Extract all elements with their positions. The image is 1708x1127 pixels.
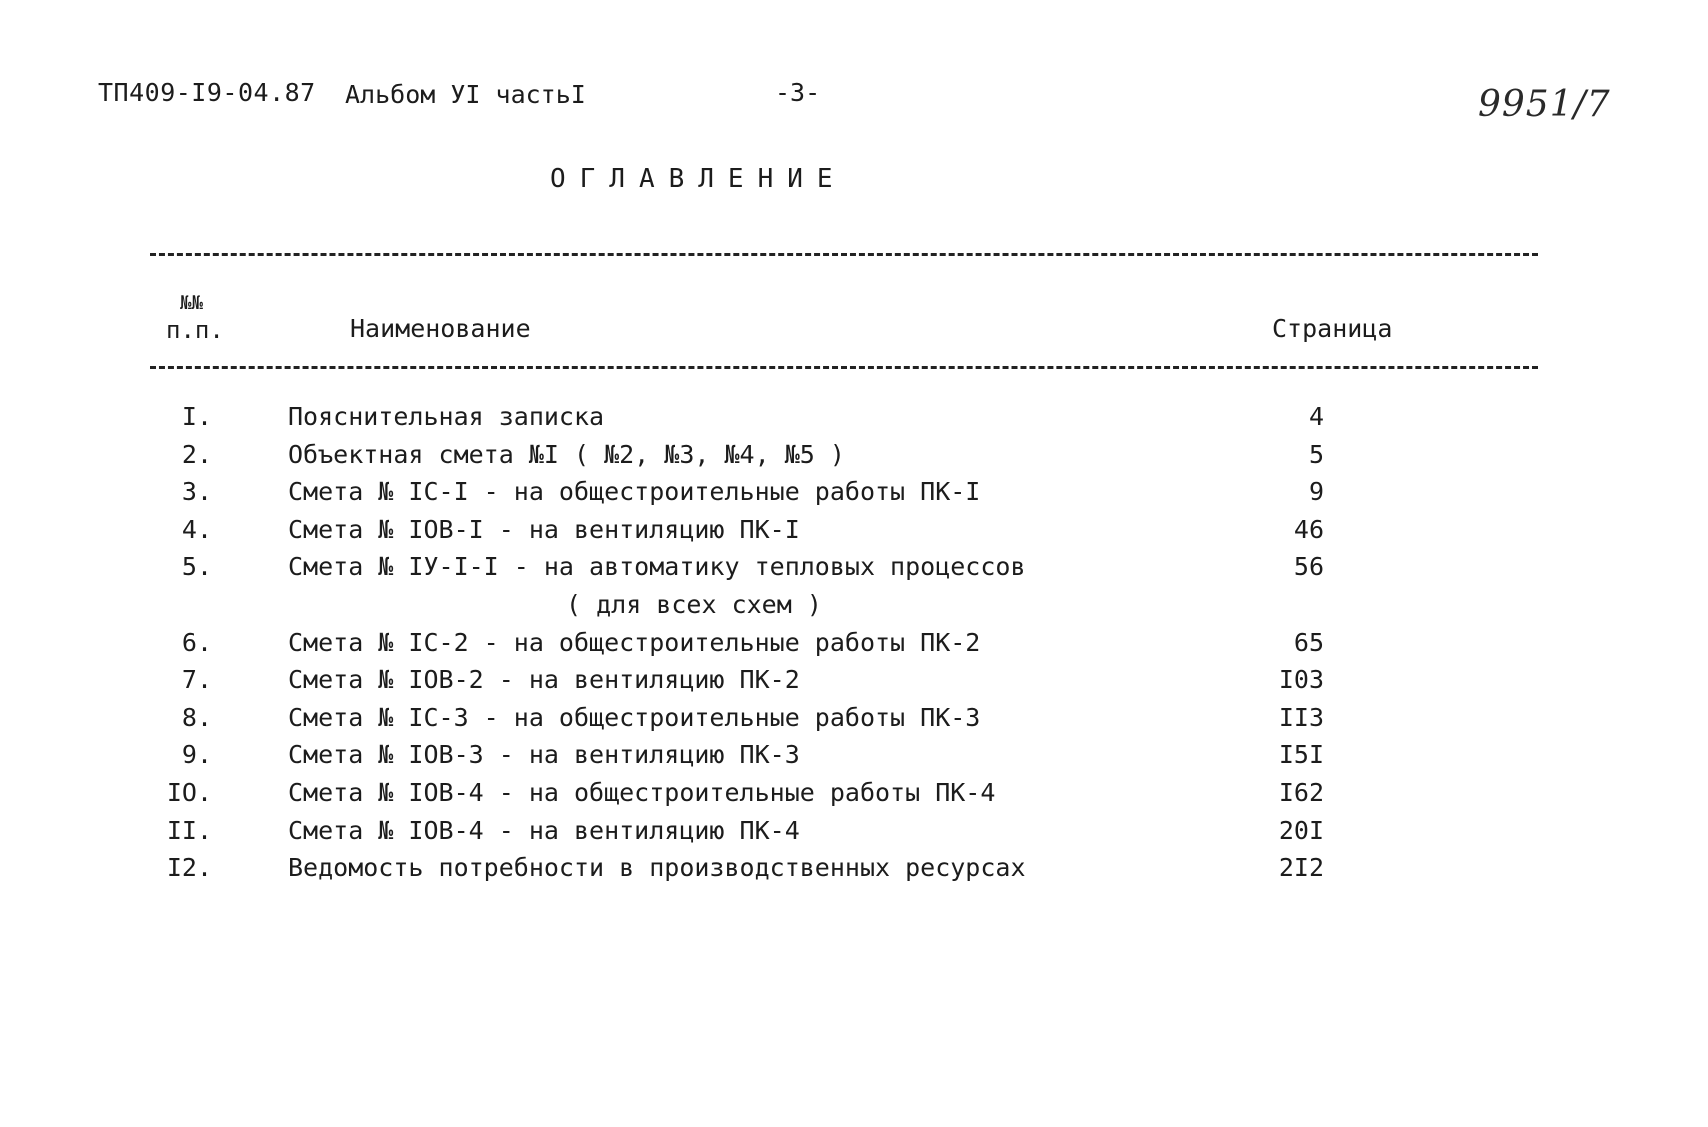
list-item xyxy=(0,699,1708,737)
name-column-header: Наименование xyxy=(350,314,531,343)
item-number: 3. xyxy=(181,477,212,507)
list-item xyxy=(0,511,1708,549)
item-title: Смета № IОВ-3 - на вентиляцию ПК-3 xyxy=(288,740,800,770)
item-page: I62 xyxy=(1278,777,1324,807)
list-item xyxy=(0,812,1708,850)
page-column-header: Страница xyxy=(1272,314,1393,343)
item-title-continuation: ( для всех схем ) xyxy=(566,589,822,619)
item-number: 2. xyxy=(181,439,212,469)
item-number: II. xyxy=(166,815,212,845)
page-number: -3- xyxy=(775,78,821,107)
item-number: 9. xyxy=(181,740,212,770)
item-page: 4 xyxy=(1308,402,1324,431)
item-page: 20I xyxy=(1278,815,1324,845)
item-page: 5 xyxy=(1308,439,1324,469)
album-label: Альбом УI частьI xyxy=(345,80,586,109)
handwritten-number: 9951/7 xyxy=(1478,84,1611,125)
item-title: Смета № IОВ-I - на вентиляцию ПК-I xyxy=(288,514,800,544)
document-title: ОГЛАВЛЕНИЕ xyxy=(550,164,847,194)
item-page: II3 xyxy=(1278,702,1324,732)
item-title: Ведомость потребности в производственных ресурсах xyxy=(288,853,1026,883)
item-number: I2. xyxy=(166,853,212,883)
item-number: I. xyxy=(181,402,212,431)
item-title: Смета № IОВ-2 - на вентиляцию ПК-2 xyxy=(288,665,800,695)
item-page: I03 xyxy=(1278,665,1324,695)
number-column-header-line2: п.п. xyxy=(166,316,224,344)
list-item xyxy=(0,436,1708,474)
item-title: Смета № IОВ-4 - на вентиляцию ПК-4 xyxy=(288,815,800,845)
item-page: 65 xyxy=(1293,627,1324,657)
item-number: 6. xyxy=(181,627,212,657)
item-title: Смета № IС-3 - на общестроительные работы ПК-3 xyxy=(288,702,981,732)
top-divider xyxy=(150,253,1538,256)
item-title: Пояснительная записка xyxy=(288,402,605,431)
item-page: 46 xyxy=(1293,514,1324,544)
item-number: 4. xyxy=(181,514,212,544)
list-item xyxy=(0,849,1708,887)
list-item xyxy=(0,398,1708,436)
item-page: 9 xyxy=(1308,477,1324,507)
item-page: 56 xyxy=(1293,552,1324,582)
list-item xyxy=(0,661,1708,699)
item-page: I5I xyxy=(1278,740,1324,770)
list-item xyxy=(0,473,1708,511)
list-item xyxy=(0,736,1708,774)
item-title: Смета № IС-2 - на общестроительные работы ПК-2 xyxy=(288,627,981,657)
item-number: 7. xyxy=(181,665,212,695)
header-divider xyxy=(150,366,1538,369)
list-item xyxy=(0,774,1708,812)
contents-list xyxy=(0,398,1708,887)
item-number: 8. xyxy=(181,702,212,732)
list-item xyxy=(0,548,1708,623)
item-number: IO. xyxy=(166,777,212,807)
item-page: 2I2 xyxy=(1278,853,1324,883)
number-column-header-line1: №№ xyxy=(180,292,203,314)
item-number: 5. xyxy=(181,552,212,582)
document-code: ТП409-I9-04.87 xyxy=(98,78,316,107)
item-title: Смета № IОВ-4 - на общестроительные работы ПК-4 xyxy=(288,777,996,807)
item-title: Объектная смета №I ( №2, №3, №4, №5 ) xyxy=(288,439,845,469)
list-item xyxy=(0,624,1708,662)
item-title: Смета № IС-I - на общестроительные работы ПК-I xyxy=(288,477,981,507)
item-title: Смета № IУ-I-I - на автоматику тепловых процессов xyxy=(288,552,1026,582)
